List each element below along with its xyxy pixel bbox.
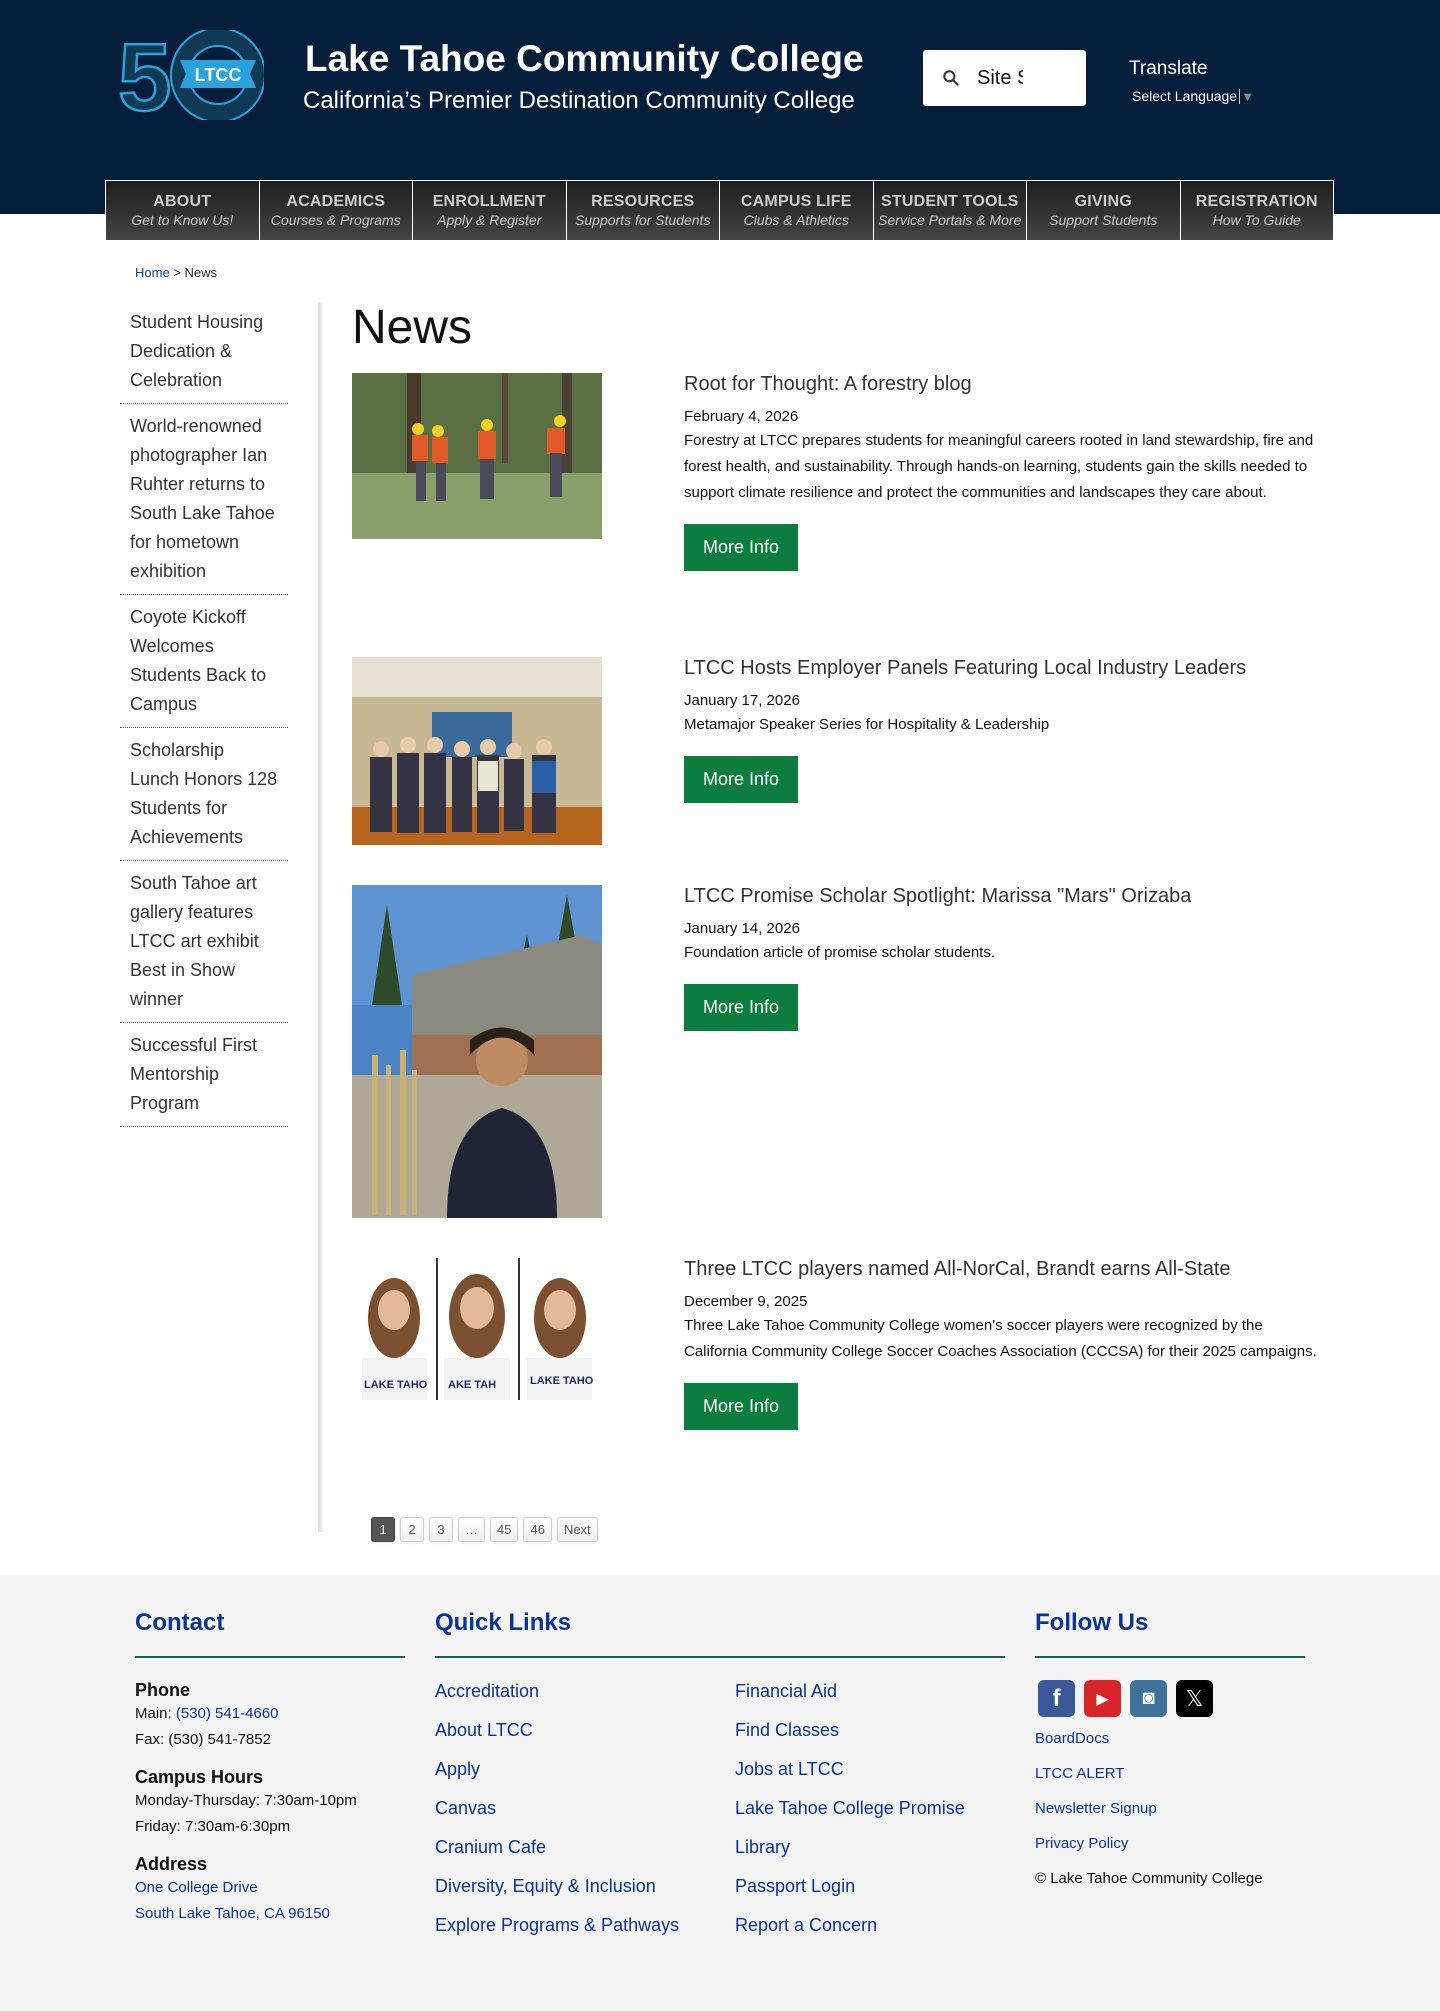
article-body — [684, 1258, 1324, 1430]
svg-text:LAKE TAHO: LAKE TAHO — [364, 1379, 428, 1391]
news-sidebar — [120, 300, 288, 1127]
fax-line: Fax: (530) 541-7852 — [135, 1731, 271, 1748]
quick-link[interactable]: Diversity, Equity & Inclusion — [435, 1876, 656, 1896]
dropdown-caret-icon: ▼ — [1241, 88, 1254, 104]
quick-link[interactable]: Apply — [435, 1759, 481, 1779]
breadcrumb — [135, 265, 217, 280]
article-description: Three Lake Tahoe Community College women's soccer players were recognized by the California Community College Soccer Coaches Association (CCCSA) for their 2025 campaigns. — [684, 1317, 1317, 1360]
article-title[interactable]: Root for Thought: A forestry blog — [684, 373, 972, 395]
main-phone-label: Main: — [135, 1705, 172, 1722]
article-body — [684, 373, 1324, 571]
quick-link[interactable]: Lake Tahoe College Promise — [735, 1798, 965, 1818]
nav-subtitle: How To Guide — [1212, 212, 1301, 228]
hours-friday: Friday: 7:30am-6:30pm — [135, 1818, 291, 1835]
footer-contact — [135, 1575, 405, 1927]
quick-links-grid — [435, 1672, 1005, 1945]
article-date: January 14, 2026 — [684, 920, 800, 937]
nav-resources[interactable] — [567, 181, 721, 240]
sidebar-news-link[interactable]: Coyote Kickoff Welcomes Students Back to Campus — [120, 595, 288, 728]
sidebar-news-link[interactable]: South Tahoe art gallery features LTCC art exhibit Best in Show winner — [120, 861, 288, 1023]
nav-subtitle: Courses & Programs — [270, 212, 401, 228]
hours-weekday: Monday-Thursday: 7:30am-10pm — [135, 1792, 357, 1809]
quick-link[interactable]: Passport Login — [735, 1876, 856, 1896]
nav-subtitle: Get to Know Us! — [131, 212, 234, 228]
quick-link[interactable]: Find Classes — [735, 1720, 840, 1740]
breadcrumb-current: News — [184, 265, 218, 280]
more-info-button[interactable]: More Info — [684, 1383, 798, 1430]
instagram-icon[interactable]: ◙ — [1130, 1680, 1167, 1717]
page-1-button[interactable]: 1 — [371, 1517, 395, 1542]
pagination — [371, 1517, 598, 1542]
article-image-soccer-players[interactable] — [352, 1258, 602, 1400]
article-body — [684, 657, 1324, 803]
privacy-policy-link[interactable]: Privacy Policy — [1035, 1835, 1129, 1852]
site-footer — [0, 1575, 1440, 2011]
next-page-button[interactable]: Next — [557, 1517, 598, 1542]
nav-student-tools[interactable] — [874, 181, 1028, 240]
facebook-icon[interactable]: f — [1038, 1680, 1075, 1717]
article-date: January 17, 2026 — [684, 692, 800, 709]
more-info-button[interactable]: More Info — [684, 984, 798, 1031]
nav-enrollment[interactable] — [413, 181, 567, 240]
phone-heading: Phone — [135, 1680, 191, 1700]
main-phone-link[interactable]: (530) 541-4660 — [175, 1705, 279, 1722]
article-description: Metamajor Speaker Series for Hospitality & Leadership — [684, 716, 1050, 733]
page-title: News — [352, 301, 473, 354]
nav-title: ABOUT — [153, 193, 212, 210]
article-title[interactable]: Three LTCC players named All-NorCal, Brandt earns All-State — [684, 1258, 1231, 1280]
nav-registration[interactable] — [1181, 181, 1334, 240]
svg-text:LAKE TAHO: LAKE TAHO — [530, 1375, 594, 1387]
article-title[interactable]: LTCC Promise Scholar Spotlight: Marissa "Mars" Orizaba — [684, 885, 1192, 907]
quick-link[interactable]: Financial Aid — [735, 1681, 838, 1701]
more-info-button[interactable]: More Info — [684, 524, 798, 571]
language-select-label: Select Language — [1132, 88, 1238, 104]
nav-giving[interactable] — [1027, 181, 1181, 240]
site-tagline: California’s Premier Destination Community College — [303, 87, 855, 114]
quick-link[interactable]: About LTCC — [435, 1720, 533, 1740]
social-links — [1038, 1680, 1305, 1717]
sidebar-news-link[interactable]: Successful First Mentorship Program — [120, 1023, 288, 1127]
article-date: February 4, 2026 — [684, 408, 799, 425]
article-image-forestry[interactable] — [352, 373, 602, 539]
sidebar-divider — [318, 302, 324, 1532]
newsletter-signup-link[interactable]: Newsletter Signup — [1035, 1800, 1157, 1817]
follow-us-heading: Follow Us — [1035, 1575, 1305, 1658]
nav-title: REGISTRATION — [1195, 193, 1318, 210]
boarddocs-link[interactable]: BoardDocs — [1035, 1730, 1110, 1747]
nav-subtitle: Service Portals & More — [878, 212, 1022, 228]
nav-subtitle: Support Students — [1049, 212, 1158, 228]
article-image-employer-panel[interactable] — [352, 657, 602, 845]
quick-link[interactable]: Canvas — [435, 1798, 497, 1818]
copyright: © Lake Tahoe Community College — [1035, 1870, 1263, 1887]
svg-text:LTCC: LTCC — [194, 65, 242, 85]
page-45-button[interactable]: 45 — [490, 1517, 518, 1542]
nav-academics[interactable] — [260, 181, 414, 240]
nav-title: GIVING — [1074, 193, 1132, 210]
article-description: Foundation article of promise scholar students. — [684, 944, 995, 961]
article-body — [684, 885, 1324, 1031]
nav-title: ACADEMICS — [286, 193, 386, 210]
article-description: Forestry at LTCC prepares students for meaningful careers rooted in land stewardship, fire and forest health, and sustainability. Through hands-on learning, students gain the skills needed to support climate resilience and protect the communities and landscapes they care about. — [684, 432, 1314, 501]
ltcc-alert-link[interactable]: LTCC ALERT — [1035, 1765, 1125, 1782]
nav-title: ENROLLMENT — [432, 193, 546, 210]
nav-campus-life[interactable] — [720, 181, 874, 240]
quick-link[interactable]: Explore Programs & Pathways — [435, 1915, 680, 1935]
translate-label: Translate — [1129, 58, 1208, 79]
footer-contact-heading: Contact — [135, 1575, 405, 1658]
sidebar-news-link[interactable]: Scholarship Lunch Honors 128 Students for Achievements — [120, 728, 288, 861]
sidebar-news-link[interactable]: World-renowned photographer Ian Ruhter returns to South Lake Tahoe for hometown exhibition — [120, 404, 288, 595]
quick-link[interactable]: Jobs at LTCC — [735, 1759, 844, 1779]
nav-subtitle: Apply & Register — [437, 212, 542, 228]
page-46-button[interactable]: 46 — [523, 1517, 551, 1542]
quick-link[interactable]: Accreditation — [435, 1681, 540, 1701]
breadcrumb-separator: > — [173, 265, 181, 280]
nav-title: STUDENT TOOLS — [881, 193, 1019, 210]
quick-link[interactable]: Cranium Cafe — [435, 1837, 547, 1857]
svg-text:5: 5 — [118, 30, 172, 120]
breadcrumb-home[interactable]: Home — [135, 265, 170, 280]
nav-about[interactable] — [106, 181, 260, 240]
page-3-button[interactable]: 3 — [429, 1517, 453, 1542]
address-line-1[interactable]: One College Drive — [135, 1879, 258, 1896]
sidebar-news-link[interactable]: Student Housing Dedication & Celebration — [120, 300, 288, 404]
footer-quick-links — [435, 1575, 1005, 1945]
youtube-icon[interactable]: ▶ — [1084, 1680, 1121, 1717]
quick-links-heading: Quick Links — [435, 1575, 1005, 1658]
nav-subtitle: Clubs & Athletics — [743, 212, 849, 228]
address-heading: Address — [135, 1854, 208, 1874]
nav-subtitle: Supports for Students — [575, 212, 711, 228]
svg-text:AKE TAH: AKE TAH — [448, 1379, 497, 1391]
page-ellipsis[interactable]: … — [458, 1517, 485, 1542]
main-phone-line — [135, 1701, 405, 1727]
nav-title: CAMPUS LIFE — [740, 193, 852, 210]
main-nav — [105, 180, 1334, 241]
nav-title: RESOURCES — [591, 193, 695, 210]
footer-follow-us — [1035, 1575, 1305, 1896]
article-date: December 9, 2025 — [684, 1293, 808, 1310]
x-twitter-icon[interactable]: 𝕏 — [1176, 1680, 1213, 1717]
page-2-button[interactable]: 2 — [400, 1517, 424, 1542]
hours-heading: Campus Hours — [135, 1767, 264, 1787]
quick-link[interactable]: Library — [735, 1837, 791, 1857]
site-title[interactable]: Lake Tahoe Community College — [305, 38, 864, 79]
article-image-promise-scholar[interactable] — [352, 885, 602, 1218]
quick-link[interactable]: Report a Concern — [735, 1915, 878, 1935]
address-line-2[interactable]: South Lake Tahoe, CA 96150 — [135, 1905, 330, 1922]
more-info-button[interactable]: More Info — [684, 756, 798, 803]
article-title[interactable]: LTCC Hosts Employer Panels Featuring Local Industry Leaders — [684, 657, 1247, 679]
